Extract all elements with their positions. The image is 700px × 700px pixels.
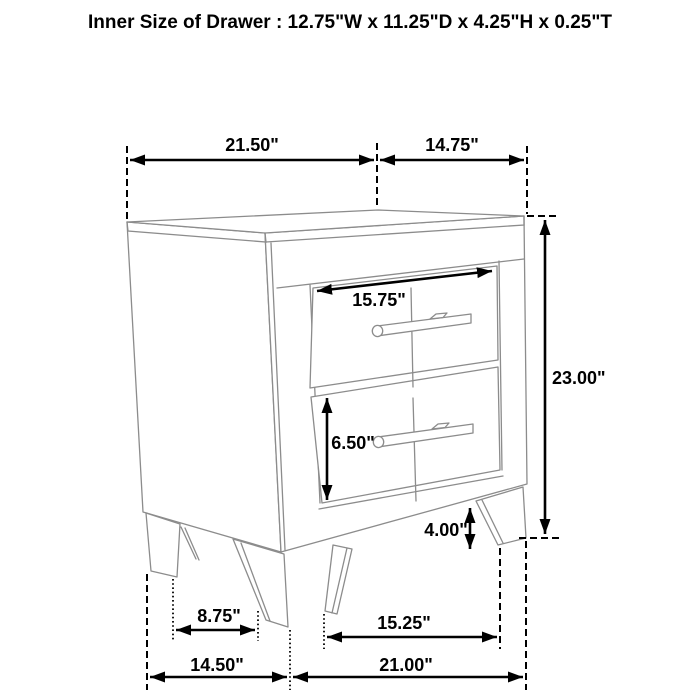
dim-overall-height <box>519 216 606 538</box>
dimension-label: 8.75" <box>197 606 241 626</box>
dimension-label: 4.00" <box>424 520 468 540</box>
dimension-label: 15.75" <box>352 290 406 310</box>
dim-top-depth <box>380 135 527 214</box>
dimension-label: 21.00" <box>379 655 433 675</box>
dim-leg-clearance <box>424 508 470 549</box>
page-title: Inner Size of Drawer : 12.75"W x 11.25"D x 4.25"H x 0.25"T <box>88 12 612 33</box>
dimension-label: 21.50" <box>225 135 279 155</box>
nightstand-left-panel <box>127 222 281 552</box>
dimension-label: 6.50" <box>331 433 375 453</box>
leg-back-right <box>325 545 352 614</box>
dimension-label: 23.00" <box>552 368 606 388</box>
dim-front-leg-spacing <box>324 548 500 649</box>
dim-top-width <box>127 135 377 221</box>
dimension-label: 14.50" <box>190 655 244 675</box>
leg-front-left <box>233 539 288 627</box>
dim-side-leg-spacing <box>173 579 258 641</box>
dimension-label: 14.75" <box>425 135 479 155</box>
dimension-label: 15.25" <box>377 613 431 633</box>
